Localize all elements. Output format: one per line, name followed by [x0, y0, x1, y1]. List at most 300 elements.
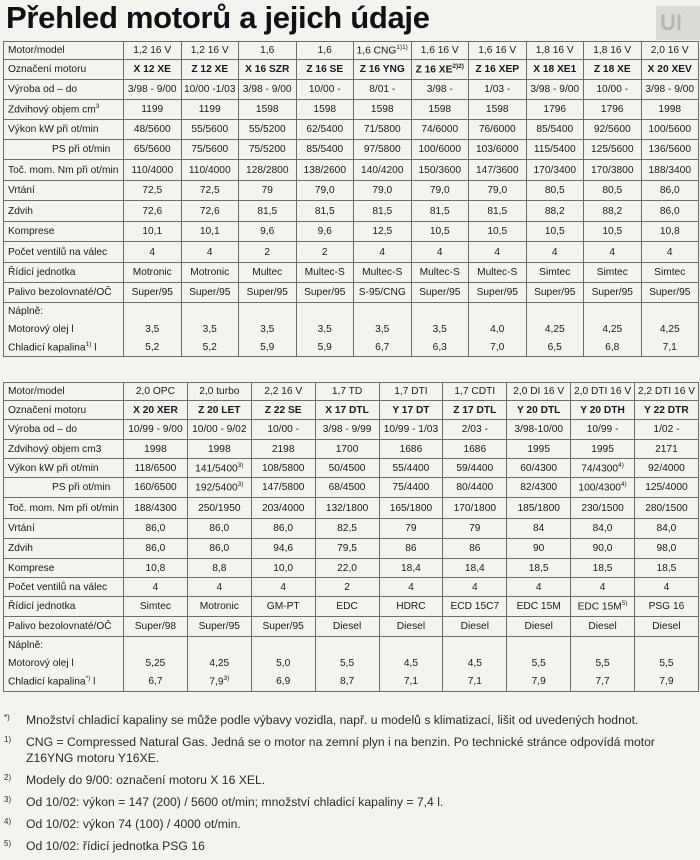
row-label	[4, 263, 124, 283]
cell-coolant	[124, 338, 182, 357]
cell-value: 79	[405, 523, 417, 534]
cell-torque	[187, 498, 251, 519]
cell-ecu	[411, 263, 469, 283]
cell-value: 1998	[207, 443, 231, 455]
cell-value: 2,2 16 V	[264, 386, 303, 397]
cell-value: 3/98 - 9/00	[645, 84, 695, 95]
cell-value: 2/03 -	[461, 424, 488, 435]
cell-bore	[411, 181, 469, 201]
cell-value: 7,1	[403, 676, 419, 687]
cell-ccm	[354, 100, 412, 120]
cell-value: 10,5	[602, 226, 623, 237]
cell-ps	[315, 478, 379, 498]
row-label-text: Toč. mom. Nm při ot/min	[8, 164, 119, 176]
cell-ps	[584, 140, 642, 160]
cell-value: 1700	[335, 443, 359, 455]
cell-ps	[526, 140, 584, 160]
cell-value: 84,0	[656, 523, 677, 534]
cell-value: 2,0 DI 16 V	[513, 386, 565, 397]
cell-stroke	[526, 201, 584, 222]
cell-value: 10/00 -	[596, 84, 629, 95]
cell-fuel	[124, 283, 182, 303]
cell-fuel	[181, 283, 239, 303]
cell-value: 170/1800	[453, 502, 497, 514]
cell-torque	[239, 160, 297, 181]
cell-stroke	[635, 539, 699, 559]
row-label	[4, 42, 124, 60]
cell-ecu	[379, 597, 443, 617]
cell-value: 100/4300	[578, 482, 621, 494]
cell-valves	[354, 242, 412, 263]
footnote-text: Od 10/02: řídicí jednotka PSG 16	[26, 839, 205, 853]
cell-value: 84,0	[592, 523, 613, 534]
cell-value: 18,4	[401, 562, 421, 574]
cell-value: 4	[206, 246, 213, 258]
cell-bore	[354, 181, 412, 201]
cell-years	[507, 420, 571, 440]
row-model	[4, 383, 699, 401]
cell-years	[635, 420, 699, 440]
cell-bore	[469, 181, 527, 201]
row-ecu	[4, 597, 699, 617]
cell-ecu	[187, 597, 251, 617]
cell-ccm	[315, 440, 379, 459]
cell-value: Diesel	[652, 621, 681, 632]
cell-value: 7,9	[531, 676, 546, 687]
cell-code	[251, 401, 315, 420]
cell-compression	[641, 222, 699, 242]
cell-value: 4	[280, 581, 287, 593]
cell-value: X 17 DTL	[325, 404, 369, 416]
row-ccm	[4, 100, 699, 120]
cell-value: 4	[609, 246, 616, 258]
cell-value: 1,7 CDTI	[454, 386, 496, 397]
cell-ccm	[526, 100, 584, 120]
cell-value: 165/1800	[389, 502, 433, 514]
row-label-text: Motor/model	[8, 386, 65, 397]
cell-value: 1598	[255, 104, 279, 115]
cell-torque	[635, 498, 699, 519]
cell-value: 8,7	[339, 676, 355, 687]
cell-stroke	[379, 539, 443, 559]
cell-years	[469, 80, 527, 100]
cell-value: 7,1	[467, 676, 482, 687]
cell-model	[124, 42, 182, 60]
cell-value: 203/4000	[261, 502, 305, 514]
cell-value: Multec-S	[477, 267, 518, 278]
cell-value: 110/4000	[188, 164, 231, 176]
cell-empty	[379, 637, 443, 655]
cell-value: 4,25	[209, 657, 230, 669]
cell-ccm	[411, 100, 469, 120]
cell-value: 4,25	[544, 323, 565, 335]
cell-value: Simtec	[654, 267, 686, 278]
cell-valves	[411, 242, 469, 263]
cell-value: Super/95	[246, 287, 288, 298]
row-label	[4, 539, 124, 559]
cell-bore	[239, 181, 297, 201]
cell-value: 81,5	[257, 205, 278, 217]
row-label-text: Označení motoru	[8, 404, 87, 416]
cell-ccm	[239, 100, 297, 120]
cell-value: 118/6500	[134, 462, 177, 474]
cell-valves	[641, 242, 699, 263]
cell-ps	[181, 140, 239, 160]
cell-value: 76/6000	[478, 124, 516, 135]
cell-oil	[635, 654, 699, 672]
cell-ccm	[443, 440, 507, 459]
cell-empty	[635, 637, 699, 655]
footnote-ref: 5)	[621, 600, 628, 608]
row-label	[4, 637, 124, 655]
cell-value: Y 17 DT	[392, 404, 430, 416]
cell-code	[379, 401, 443, 420]
row-fuel	[4, 617, 699, 637]
cell-bore	[187, 519, 251, 539]
row-bore	[4, 181, 699, 201]
cell-stroke	[315, 539, 379, 559]
row-oil	[4, 654, 699, 672]
cell-value: Simtec	[139, 601, 171, 612]
cell-value: 4	[379, 246, 386, 258]
cell-value: 18,4	[464, 562, 485, 574]
cell-value: Super/98	[134, 621, 177, 632]
cell-value: 1,6 16 V	[420, 45, 459, 56]
cell-empty	[571, 637, 635, 655]
cell-coolant	[469, 338, 527, 357]
cell-coolant	[635, 672, 699, 692]
cell-empty	[315, 637, 379, 655]
cell-compression	[181, 222, 239, 242]
cell-stroke	[124, 539, 188, 559]
cell-value: 80/4400	[456, 482, 494, 493]
cell-ecu	[354, 263, 412, 283]
cell-bore	[635, 519, 699, 539]
cell-value: PSG 16	[648, 601, 685, 612]
cell-value: X 16 SZR	[245, 64, 290, 75]
cell-value: 160/6500	[134, 482, 177, 493]
cell-ecu	[181, 263, 239, 283]
footnote-ref: 2)	[458, 63, 464, 71]
cell-value: 1,8 16 V	[535, 45, 574, 56]
cell-value: 10,1	[199, 226, 220, 237]
cell-value: Diesel	[460, 621, 489, 632]
cell-model	[571, 383, 635, 401]
cell-value: Diesel	[524, 621, 553, 632]
row-label	[4, 60, 124, 80]
cell-code	[507, 401, 571, 420]
cell-value: Simtec	[596, 267, 628, 278]
cell-value: 188/3400	[648, 164, 691, 176]
cell-bore	[641, 181, 699, 201]
cell-value: Super/95	[262, 621, 304, 632]
cell-oil	[124, 654, 188, 672]
cell-code	[526, 60, 584, 80]
row-label	[4, 519, 124, 539]
cell-value: 79,0	[429, 185, 450, 196]
cell-valves	[584, 242, 642, 263]
row-fills	[4, 303, 699, 321]
cell-value: 10/00 -	[267, 424, 300, 435]
cell-kw	[526, 120, 584, 140]
cell-value: 170/3800	[591, 164, 634, 176]
cell-value: 81,5	[487, 205, 508, 217]
cell-value: 79,0	[314, 185, 335, 196]
footnote-mark: *)	[4, 713, 10, 722]
cell-kw	[635, 459, 699, 478]
row-label	[4, 498, 124, 519]
cell-value: 5,0	[276, 657, 291, 669]
cell-ecu	[469, 263, 527, 283]
cell-value: 84	[533, 523, 545, 534]
row-label-text: Motor/model	[8, 45, 65, 56]
cell-kw	[181, 120, 239, 140]
row-label-text: Komprese	[8, 562, 55, 574]
row-label-text: Označení motoru	[8, 64, 87, 75]
cell-oil	[296, 320, 354, 338]
cell-code	[443, 401, 507, 420]
cell-value: 5,9	[260, 341, 275, 353]
footnote	[4, 816, 696, 832]
cell-value: 75/5200	[248, 144, 286, 155]
cell-value: 4	[216, 581, 223, 593]
cell-value: 4	[535, 581, 542, 593]
cell-value: 7,1	[662, 341, 677, 353]
cell-value: 2,0 DTI 16 V	[573, 386, 632, 397]
cell-ccm	[571, 440, 635, 459]
cell-model	[124, 383, 188, 401]
cell-value: 60/4300	[520, 462, 558, 474]
cell-value: 10,8	[659, 226, 680, 237]
cell-coolant	[181, 338, 239, 357]
cell-value: Y 22 DTR	[644, 404, 689, 416]
cell-code	[181, 60, 239, 80]
cell-fuel	[526, 283, 584, 303]
cell-value: 4	[436, 246, 443, 258]
cell-kw	[354, 120, 412, 140]
cell-bore	[315, 519, 379, 539]
cell-value: 2,0 OPC	[135, 386, 175, 397]
cell-oil	[584, 320, 642, 338]
footnotes	[4, 712, 696, 860]
footnote-ref: 1)	[396, 44, 403, 52]
cell-value: 12,5	[372, 226, 393, 237]
cell-value: 75/5600	[191, 144, 229, 155]
row-label-text: Chladicí kapalina	[8, 342, 86, 354]
cell-value: 4,5	[403, 657, 419, 669]
row-label-text: Chladicí kapalina	[8, 676, 86, 688]
cell-fuel	[187, 617, 251, 637]
cell-value: 72,5	[142, 185, 163, 196]
cell-ccm	[379, 440, 443, 459]
cell-value: 3/98 - 9/00	[127, 84, 177, 95]
cell-model	[315, 383, 379, 401]
row-label-text: Řídicí jednotka	[8, 267, 76, 278]
cell-value: 5,5	[659, 657, 674, 669]
cell-value: 1995	[527, 443, 551, 455]
cell-value: 1686	[463, 443, 487, 455]
cell-value: 140/4200	[361, 164, 404, 176]
cell-oil	[507, 654, 571, 672]
row-label	[4, 459, 124, 478]
cell-ccm	[124, 440, 188, 459]
row-label	[4, 201, 124, 222]
cell-bore	[181, 181, 239, 201]
cell-model	[239, 42, 297, 60]
cell-valves	[379, 578, 443, 597]
footnote-mark: 5)	[4, 839, 12, 848]
row-label-text: Výroba od – do	[8, 424, 78, 435]
cell-coolant	[124, 672, 188, 692]
cell-value: Diesel	[588, 621, 617, 632]
row-coolant	[4, 338, 699, 357]
row-label-text: Náplně:	[8, 640, 44, 651]
cell-years	[315, 420, 379, 440]
cell-coolant	[251, 672, 315, 692]
cell-value: 3,5	[317, 323, 332, 335]
cell-oil	[411, 320, 469, 338]
footnote-ref: 4)	[620, 481, 627, 489]
row-model	[4, 42, 699, 60]
row-label-text: Zdvih	[8, 205, 33, 217]
cell-torque	[584, 160, 642, 181]
cell-stroke	[507, 539, 571, 559]
cell-model	[641, 42, 699, 60]
cell-value: 4	[599, 581, 606, 593]
cell-compression	[354, 222, 412, 242]
footnote-ref: 3)	[223, 675, 230, 683]
cell-value: 7,7	[595, 676, 610, 687]
row-label	[4, 401, 124, 420]
cell-empty	[411, 303, 469, 321]
cell-value: 86,0	[209, 543, 230, 554]
cell-value: EDC 15M	[577, 601, 622, 613]
footnote-text: CNG = Compressed Natural Gas. Jedná se o motor na zemní plyn i na benzin. Po technické stránce odpovídá motor Z16YNG motoru Y16XE.	[26, 735, 655, 765]
cell-empty	[526, 303, 584, 321]
cell-coolant	[526, 338, 584, 357]
cell-value: 1686	[399, 443, 423, 455]
cell-compression	[443, 559, 507, 578]
cell-value: 10/99 -	[586, 424, 619, 435]
cell-ps	[124, 478, 188, 498]
cell-value: 4	[551, 246, 558, 258]
cell-value: 3/98 -	[426, 84, 453, 95]
cell-code	[411, 60, 469, 80]
cell-oil	[526, 320, 584, 338]
cell-value: 3/98 - 9/99	[322, 424, 372, 435]
cell-value: 3/98-10/00	[514, 424, 564, 435]
cell-years	[296, 80, 354, 100]
footnote	[4, 794, 696, 810]
cell-value: 1199	[198, 104, 221, 115]
cell-value: 81,5	[372, 205, 393, 217]
cell-value: 94,6	[273, 543, 294, 554]
cell-bore	[443, 519, 507, 539]
cell-value: X 12 XE	[133, 64, 171, 75]
cell-torque	[251, 498, 315, 519]
cell-stroke	[239, 201, 297, 222]
footnote-mark: 2)	[4, 773, 12, 782]
cell-model	[187, 383, 251, 401]
cell-bore	[296, 181, 354, 201]
cell-value: 6,7	[375, 341, 390, 353]
cell-value: 3/98 - 9/00	[242, 84, 292, 95]
cell-fuel	[469, 283, 527, 303]
cell-ccm	[251, 440, 315, 459]
cell-value: 2	[344, 581, 350, 593]
cell-value: 85/5400	[536, 124, 574, 135]
footnote-text: Od 10/02: výkon = 147 (200) / 5600 ot/min; množství chladicí kapaliny = 7,4 l.	[26, 795, 444, 809]
cell-value: 80,5	[602, 185, 623, 196]
cell-fuel	[584, 283, 642, 303]
cell-stroke	[584, 201, 642, 222]
row-label	[4, 140, 124, 160]
cell-value: Motronic	[132, 267, 172, 278]
footnote-mark: 1)	[4, 735, 12, 744]
engine-table-petrol	[3, 41, 699, 357]
cell-torque	[315, 498, 379, 519]
cell-ps	[296, 140, 354, 160]
cell-value: 8/01 -	[369, 84, 396, 95]
cell-value: 18,5	[592, 562, 613, 574]
cell-value: 6,3	[432, 341, 447, 353]
cell-value: 79,0	[372, 185, 393, 196]
cell-valves	[239, 242, 297, 263]
cell-value: Multec-S	[362, 267, 403, 278]
cell-torque	[411, 160, 469, 181]
cell-ecu	[124, 263, 182, 283]
cell-value: 5,5	[339, 657, 355, 669]
cell-valves	[187, 578, 251, 597]
cell-kw	[507, 459, 571, 478]
cell-years	[124, 420, 188, 440]
cell-model	[181, 42, 239, 60]
cell-empty	[507, 637, 571, 655]
row-label	[4, 578, 124, 597]
cell-compression	[526, 222, 584, 242]
cell-code	[584, 60, 642, 80]
cell-fuel	[443, 617, 507, 637]
cell-empty	[239, 303, 297, 321]
cell-coolant	[354, 338, 412, 357]
cell-value: 82/4300	[520, 482, 558, 493]
cell-ccm	[187, 440, 251, 459]
cell-ecu	[526, 263, 584, 283]
cell-ecu	[584, 263, 642, 283]
cell-value: 1/02 -	[653, 424, 680, 435]
cell-value: 192/5400	[195, 482, 238, 494]
cell-value: 3,5	[432, 323, 447, 335]
cell-ps	[187, 478, 251, 498]
row-label	[4, 120, 124, 140]
row-ecu	[4, 263, 699, 283]
row-label-text: Palivo bezolovnaté/OČ	[8, 287, 112, 298]
cell-value: 59/4400	[456, 462, 494, 474]
cell-compression	[296, 222, 354, 242]
footnote-text: Modely do 9/00: označení motoru X 16 XEL.	[26, 773, 266, 787]
cell-years	[251, 420, 315, 440]
cell-empty	[469, 303, 527, 321]
cell-value: 72,6	[199, 205, 220, 217]
cell-value: 3,5	[202, 323, 217, 335]
row-label-text: Vrtání	[8, 523, 35, 534]
cell-torque	[181, 160, 239, 181]
cell-value: 2	[264, 246, 271, 258]
row-label-text: Počet ventilů na válec	[8, 246, 108, 258]
cell-value: Super/95	[476, 287, 518, 298]
cell-value: 3,5	[260, 323, 275, 335]
row-fuel	[4, 283, 699, 303]
